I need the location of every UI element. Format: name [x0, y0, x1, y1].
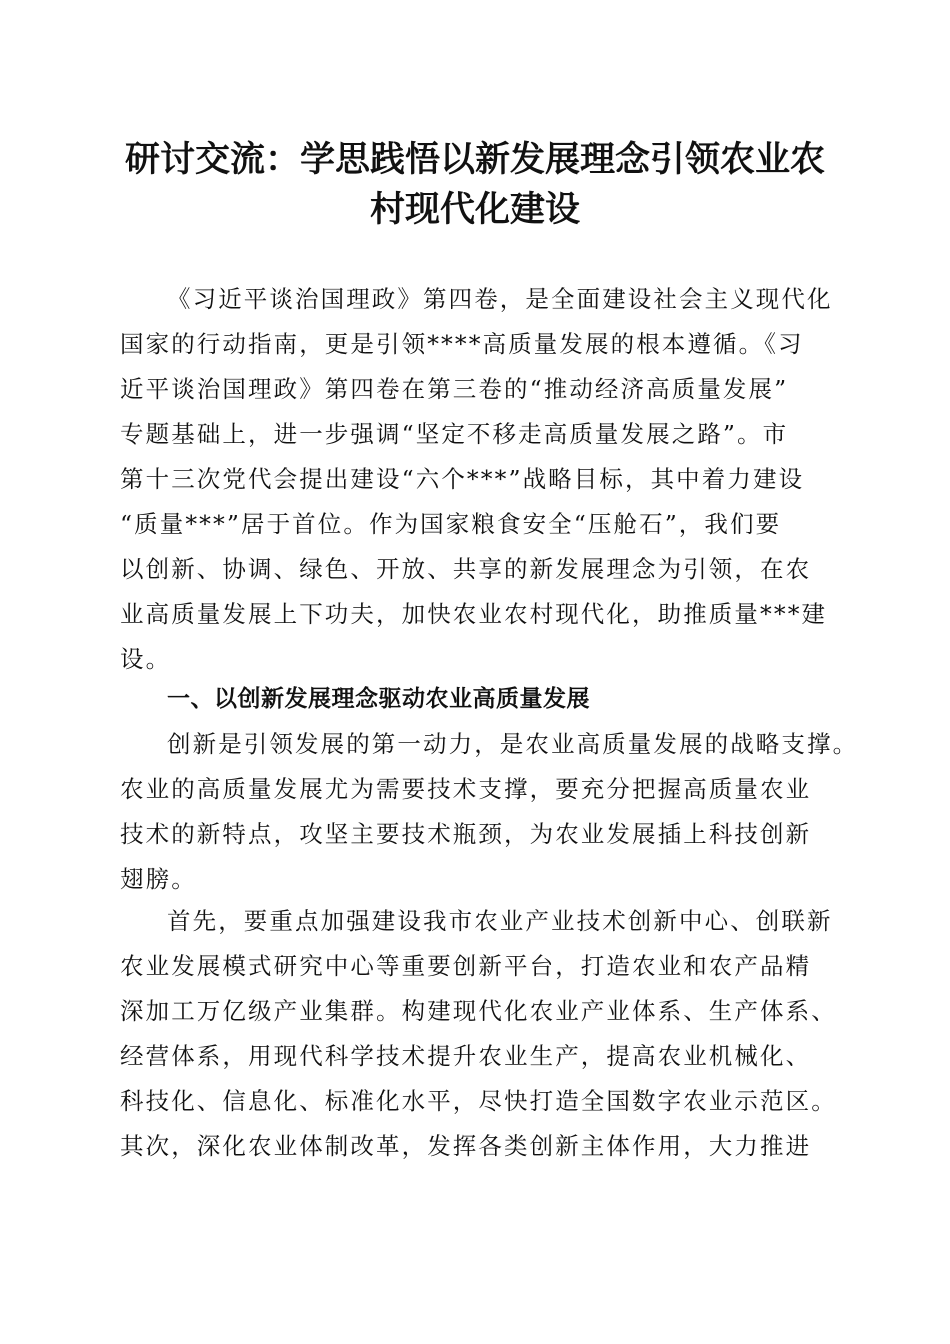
paragraph-line: 农业的高质量发展尤为需要技术支撑，要充分把握高质量农业 — [120, 775, 812, 803]
paragraph-line: 近平谈治国理政》第四卷在第三卷的“推动经济高质量发展” — [120, 375, 789, 403]
paragraph-line: 首先，要重点加强建设我市农业产业技术创新中心、创联新 — [167, 907, 833, 935]
paragraph-line: 深加工万亿级产业集群。构建现代化农业产业体系、生产体系、 — [120, 997, 837, 1025]
paragraph-line: 技术的新特点，攻坚主要技术瓶颈，为农业发展插上科技创新 — [120, 820, 812, 848]
paragraph-line: 设。 — [120, 645, 172, 673]
paragraph-line: 以创新、协调、绿色、开放、共享的新发展理念为引领，在农 — [120, 555, 812, 583]
paragraph-line: 《习近平谈治国理政》第四卷，是全面建设社会主义现代化 — [167, 285, 833, 313]
paragraph-1 — [120, 277, 840, 682]
paragraph-line: 农业发展模式研究中心等重要创新平台，打造农业和农产品精 — [120, 952, 812, 980]
paragraph-line: “质量***”居于首位。作为国家粮食安全“压舱石”，我们要 — [120, 510, 782, 538]
document-title-line-2: 村现代化建设 — [369, 189, 580, 230]
paragraph-line: 业高质量发展上下功夫，加快农业农村现代化，助推质量***建 — [120, 600, 828, 628]
paragraph-line: 经营体系，用现代科学技术提升农业生产，提高农业机械化、 — [120, 1042, 812, 1070]
paragraph-3 — [120, 899, 840, 1169]
document-title-line-1: 研讨交流：学思践悟以新发展理念引领农业农 — [124, 139, 825, 180]
paragraph-line: 翅膀。 — [120, 865, 197, 893]
paragraph-2 — [120, 722, 859, 902]
paragraph-line: 第十三次党代会提出建设“六个***”战略目标，其中着力建设 — [120, 465, 805, 493]
paragraph-line: 科技化、信息化、标准化水平，尽快打造全国数字农业示范区。 — [120, 1087, 837, 1115]
section-heading-1: 一、以创新发展理念驱动农业高质量发展 — [167, 686, 590, 712]
paragraph-line: 其次，深化农业体制改革，发挥各类创新主体作用，大力推进 — [120, 1132, 812, 1160]
paragraph-line: 创新是引领发展的第一动力，是农业高质量发展的战略支撑。 — [167, 730, 859, 758]
paragraph-line: 国家的行动指南，更是引领****高质量发展的根本遵循。《习 — [120, 330, 804, 358]
paragraph-line: 专题基础上，进一步强调“坚定不移走高质量发展之路”。市 — [120, 420, 789, 448]
